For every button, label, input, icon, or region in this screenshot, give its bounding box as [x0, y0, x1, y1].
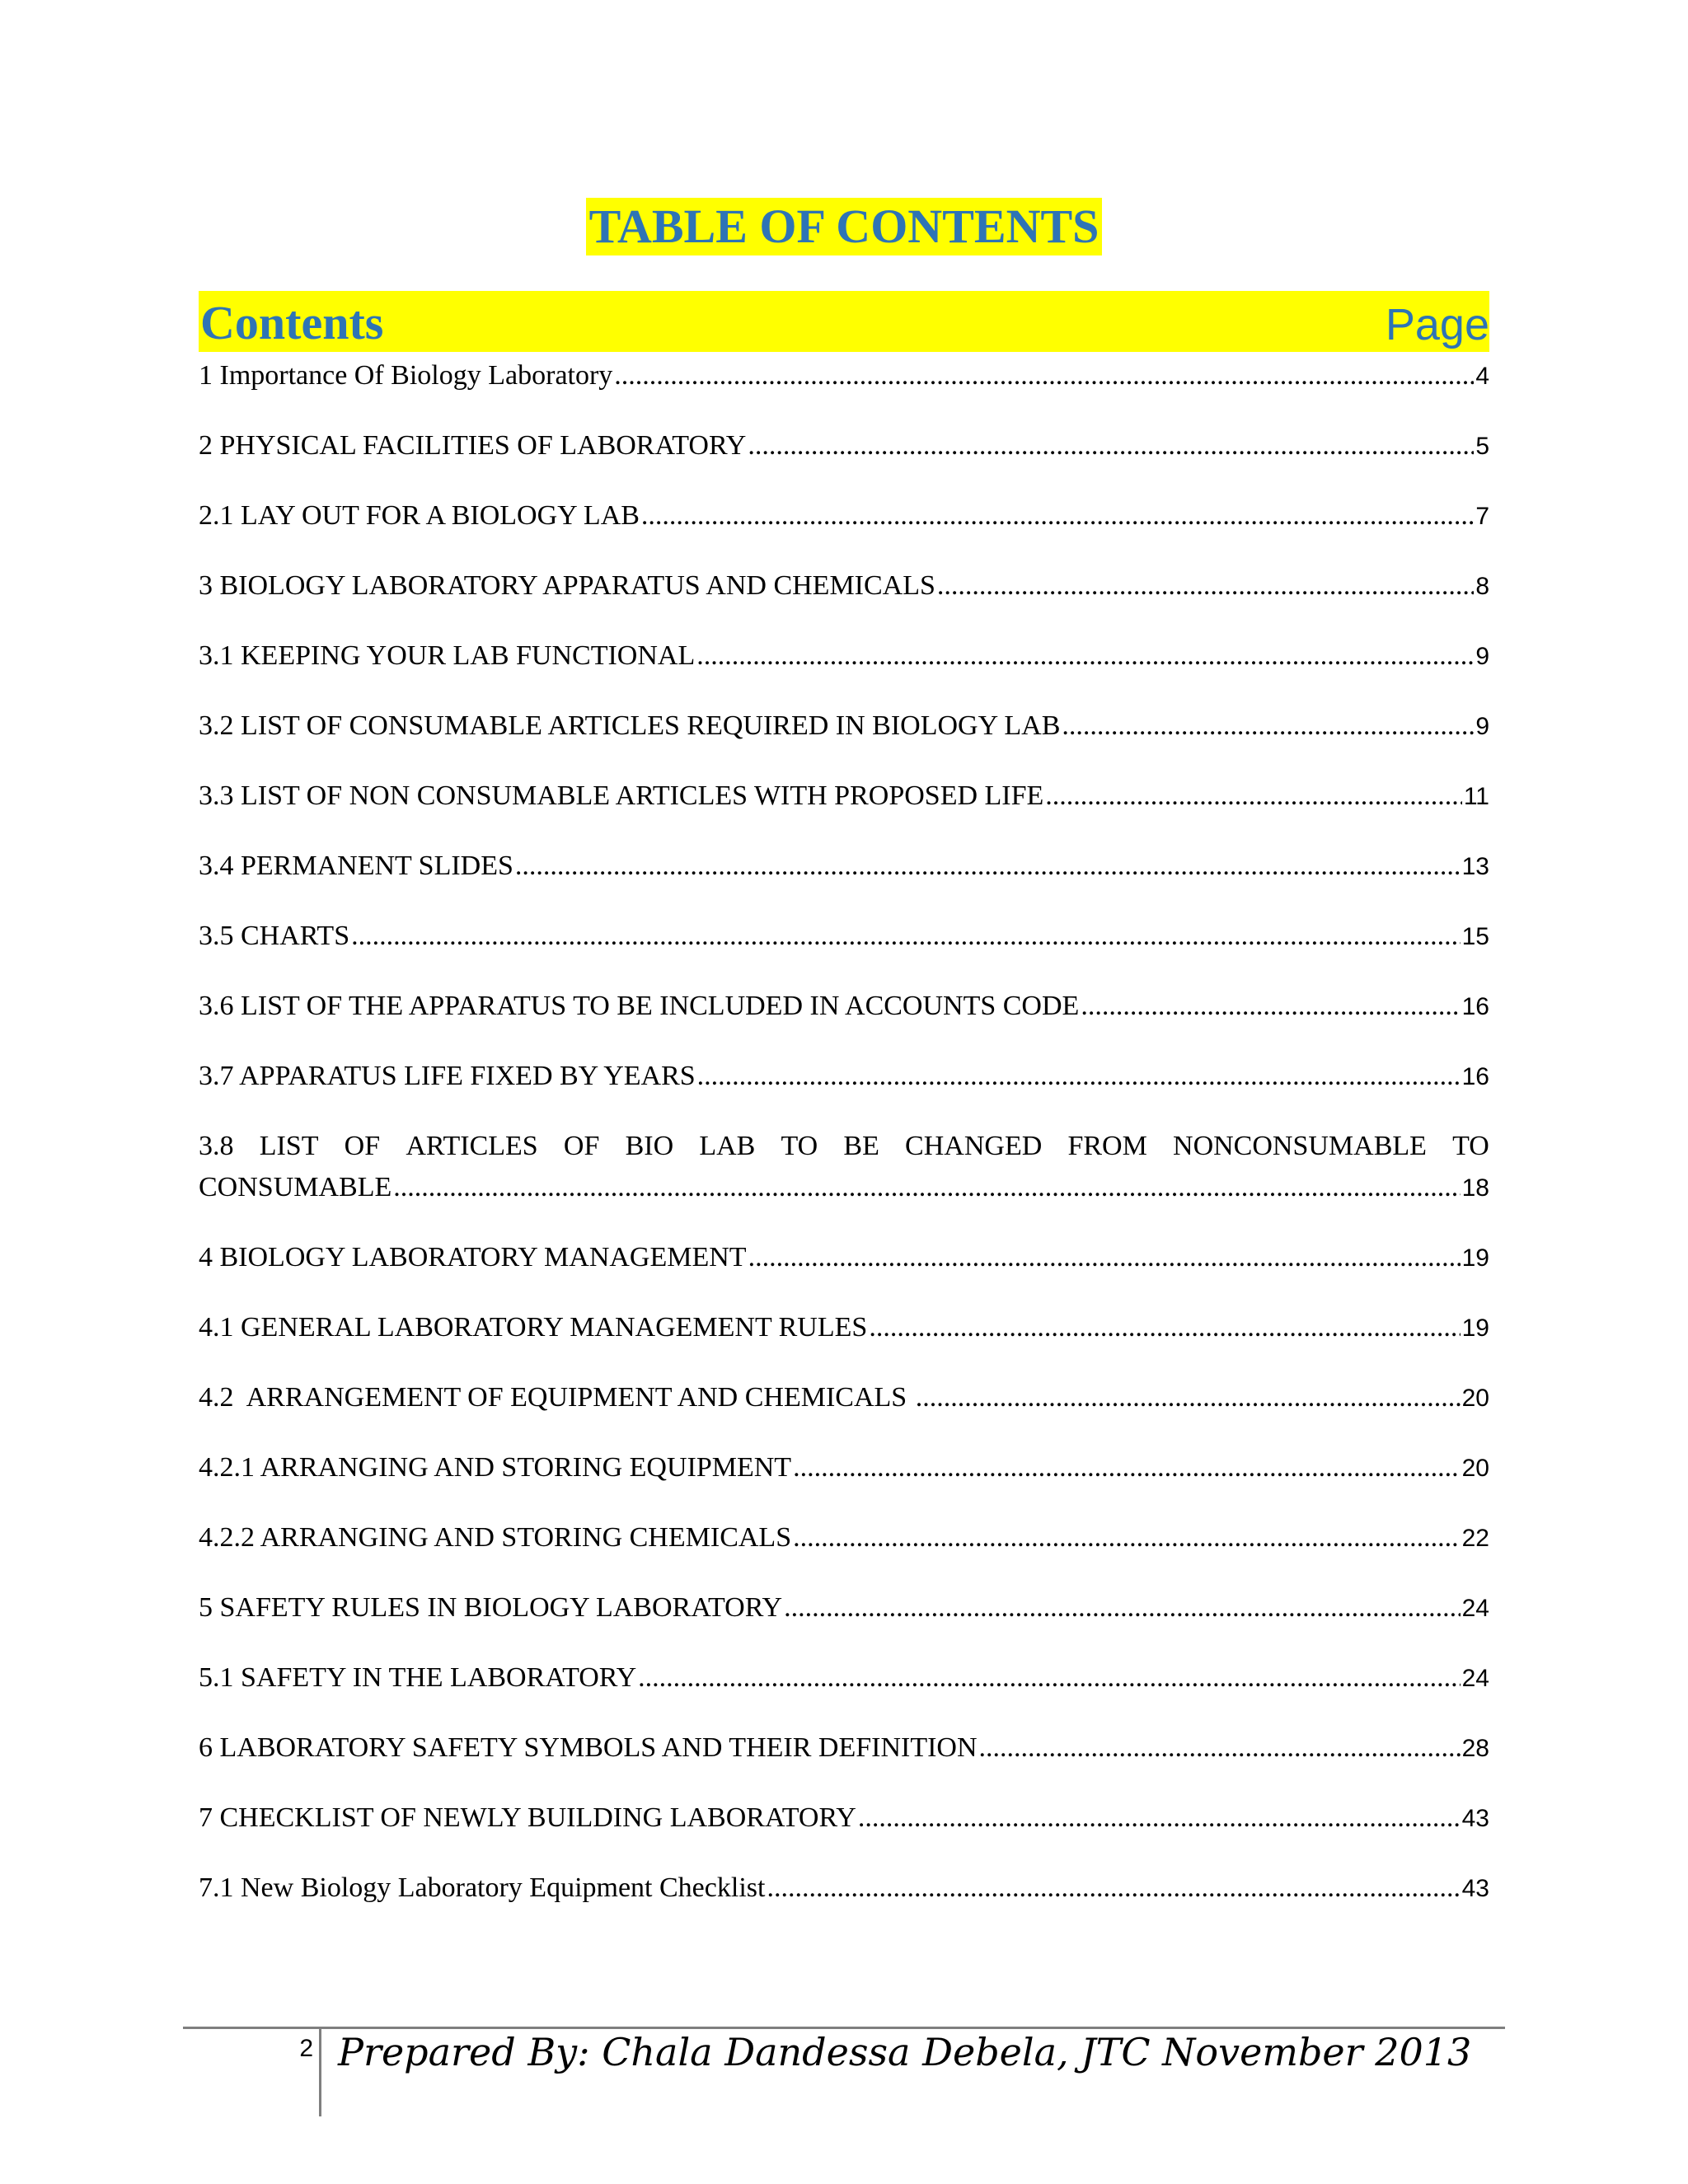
footer-prepared-by: Prepared By: Chala Dandessa Debela, JTC November 2013 [338, 2030, 1472, 2074]
toc-entry-title: 3 BIOLOGY LABORATORY APPARATUS AND CHEMICALS [199, 570, 935, 601]
toc-leader-dots [793, 1450, 1461, 1486]
toc-leader-dots [916, 1380, 1461, 1416]
toc-entry-page: 11 [1463, 783, 1489, 810]
toc-entry[interactable] [199, 1450, 1489, 1486]
toc-entry[interactable] [199, 1380, 1489, 1416]
toc-leader-dots [641, 498, 1474, 534]
toc-leader-dots [1045, 778, 1462, 814]
toc-entry-title: 5 SAFETY RULES IN BIOLOGY LABORATORY [199, 1592, 783, 1623]
toc-entry[interactable] [199, 1660, 1489, 1696]
toc-entry-page: 5 [1475, 433, 1489, 460]
toc-entry-page: 18 [1461, 1174, 1489, 1202]
toc-entry-word: OF [563, 1131, 600, 1161]
toc-entry[interactable] [199, 1310, 1489, 1346]
footer-page-number: 2 [299, 2035, 313, 2062]
toc-entry-page: 13 [1461, 853, 1489, 880]
toc-leader-dots [638, 1660, 1460, 1696]
toc-entry[interactable] [199, 428, 1489, 464]
toc-entry-page: 24 [1461, 1665, 1489, 1692]
toc-entry-word: ARTICLES [406, 1131, 538, 1161]
toc-entry[interactable] [199, 1870, 1489, 1906]
toc-leader-dots [1081, 988, 1460, 1024]
toc-leader-dots [937, 568, 1474, 604]
toc-entry-title: 4.2 ARRANGEMENT OF EQUIPMENT AND CHEMICALS [199, 1382, 914, 1413]
toc-entry-title: 3.2 LIST OF CONSUMABLE ARTICLES REQUIRED IN BIOLOGY LAB [199, 710, 1061, 741]
toc-entry-word: OF [344, 1131, 381, 1161]
toc-entry-word: LAB [699, 1131, 756, 1161]
toc-entry-word: CHANGED [905, 1131, 1043, 1161]
toc-entry-page: 22 [1461, 1525, 1489, 1552]
toc-entry-title: 3.7 APPARATUS LIFE FIXED BY YEARS [199, 1061, 696, 1091]
toc-entry-page: 8 [1475, 573, 1489, 600]
toc-entry-title: 4.2.2 ARRANGING AND STORING CHEMICALS [199, 1522, 792, 1553]
toc-entry[interactable] [199, 1730, 1489, 1766]
toc-leader-dots [614, 358, 1474, 394]
toc-entry-title: 3.1 KEEPING YOUR LAB FUNCTIONAL [199, 640, 696, 671]
toc-leader-dots [858, 1800, 1461, 1836]
toc-list [199, 358, 1489, 1940]
toc-entry-title: 3.4 PERMANENT SLIDES [199, 851, 513, 881]
toc-entry-page: 43 [1461, 1875, 1489, 1902]
toc-entry-page: 15 [1461, 923, 1489, 950]
toc-entry-title: 2.1 LAY OUT FOR A BIOLOGY LAB [199, 500, 640, 531]
toc-entry[interactable] [199, 1590, 1489, 1626]
toc-leader-dots [767, 1870, 1460, 1906]
toc-entry-word: BE [843, 1131, 879, 1161]
toc-entry-title: 3.3 LIST OF NON CONSUMABLE ARTICLES WITH PROPOSED LIFE [199, 780, 1044, 811]
toc-entry-word: 3.8 [199, 1131, 234, 1161]
toc-leader-dots [748, 1240, 1461, 1276]
toc-entry-word: NONCONSUMABLE [1173, 1131, 1427, 1161]
toc-entry-word: LIST [259, 1131, 319, 1161]
toc-entry-title: 3.6 LIST OF THE APPARATUS TO BE INCLUDED IN ACCOUNTS CODE [199, 991, 1080, 1021]
toc-entry[interactable] [199, 498, 1489, 534]
document-title: TABLE OF CONTENTS [586, 198, 1103, 255]
toc-entry-word: BIO [625, 1131, 674, 1161]
toc-entry-title: 4.1 GENERAL LABORATORY MANAGEMENT RULES [199, 1312, 868, 1343]
toc-entry-page: 9 [1475, 643, 1489, 670]
toc-leader-dots [393, 1169, 1460, 1206]
contents-header-bar [199, 291, 1489, 352]
toc-entry-title: 7 CHECKLIST OF NEWLY BUILDING LABORATORY [199, 1802, 856, 1833]
toc-entry-title: 1 Importance Of Biology Laboratory [199, 360, 613, 391]
toc-entry-title: 7.1 New Biology Laboratory Equipment Checklist [199, 1872, 766, 1903]
toc-entry-page: 28 [1461, 1735, 1489, 1762]
toc-entry-word: TO [781, 1131, 818, 1161]
toc-leader-dots [979, 1730, 1461, 1766]
toc-entry-title: 2 PHYSICAL FACILITIES OF LABORATORY [199, 430, 747, 461]
title-container [0, 198, 1688, 255]
toc-entry-page: 16 [1461, 993, 1489, 1020]
toc-entry-page: 4 [1475, 363, 1489, 390]
toc-leader-dots [515, 848, 1461, 884]
toc-entry-page: 7 [1475, 503, 1489, 530]
toc-entry[interactable] [199, 918, 1489, 954]
toc-entry-title: 6 LABORATORY SAFETY SYMBOLS AND THEIR DEFINITION [199, 1732, 978, 1763]
toc-entry[interactable] [199, 568, 1489, 604]
toc-entry-title: 3.5 CHARTS [199, 921, 350, 951]
toc-leader-dots [784, 1590, 1461, 1626]
toc-entry-title-line1 [199, 1128, 1489, 1165]
toc-leader-dots [793, 1520, 1461, 1556]
toc-entry[interactable] [199, 1800, 1489, 1836]
toc-entry-multiline[interactable] [199, 1128, 1489, 1206]
toc-entry-page: 19 [1461, 1244, 1489, 1272]
toc-entry[interactable] [199, 1520, 1489, 1556]
toc-entry-page: 9 [1475, 713, 1489, 740]
contents-heading: Contents [200, 296, 384, 349]
toc-entry-page: 20 [1461, 1385, 1489, 1412]
toc-leader-dots [748, 428, 1474, 464]
toc-entry[interactable] [199, 638, 1489, 674]
toc-entry-title: 5.1 SAFETY IN THE LABORATORY [199, 1662, 637, 1693]
toc-leader-dots [696, 638, 1474, 674]
toc-entry-page: 43 [1461, 1805, 1489, 1832]
toc-entry[interactable] [199, 778, 1489, 814]
toc-entry[interactable] [199, 708, 1489, 744]
toc-entry[interactable] [199, 1058, 1489, 1094]
toc-entry[interactable] [199, 358, 1489, 394]
toc-entry[interactable] [199, 1240, 1489, 1276]
footer-vertical-divider [319, 2029, 321, 2116]
toc-entry-title: 4.2.1 ARRANGING AND STORING EQUIPMENT [199, 1452, 792, 1483]
toc-entry-title: 4 BIOLOGY LABORATORY MANAGEMENT [199, 1242, 747, 1272]
toc-entry[interactable] [199, 848, 1489, 884]
toc-entry[interactable] [199, 988, 1489, 1024]
toc-entry-page: 19 [1461, 1315, 1489, 1342]
page-column-heading: Page [1385, 300, 1489, 349]
toc-leader-dots [1062, 708, 1474, 744]
toc-entry-word: TO [1452, 1131, 1489, 1161]
toc-entry-word: FROM [1067, 1131, 1147, 1161]
toc-leader-dots [351, 918, 1461, 954]
toc-entry-title-line2: CONSUMABLE [199, 1172, 392, 1202]
toc-entry-page: 16 [1461, 1063, 1489, 1090]
toc-leader-dots [869, 1310, 1460, 1346]
toc-leader-dots [697, 1058, 1461, 1094]
toc-entry-page: 20 [1461, 1455, 1489, 1482]
toc-entry-page: 24 [1461, 1595, 1489, 1622]
